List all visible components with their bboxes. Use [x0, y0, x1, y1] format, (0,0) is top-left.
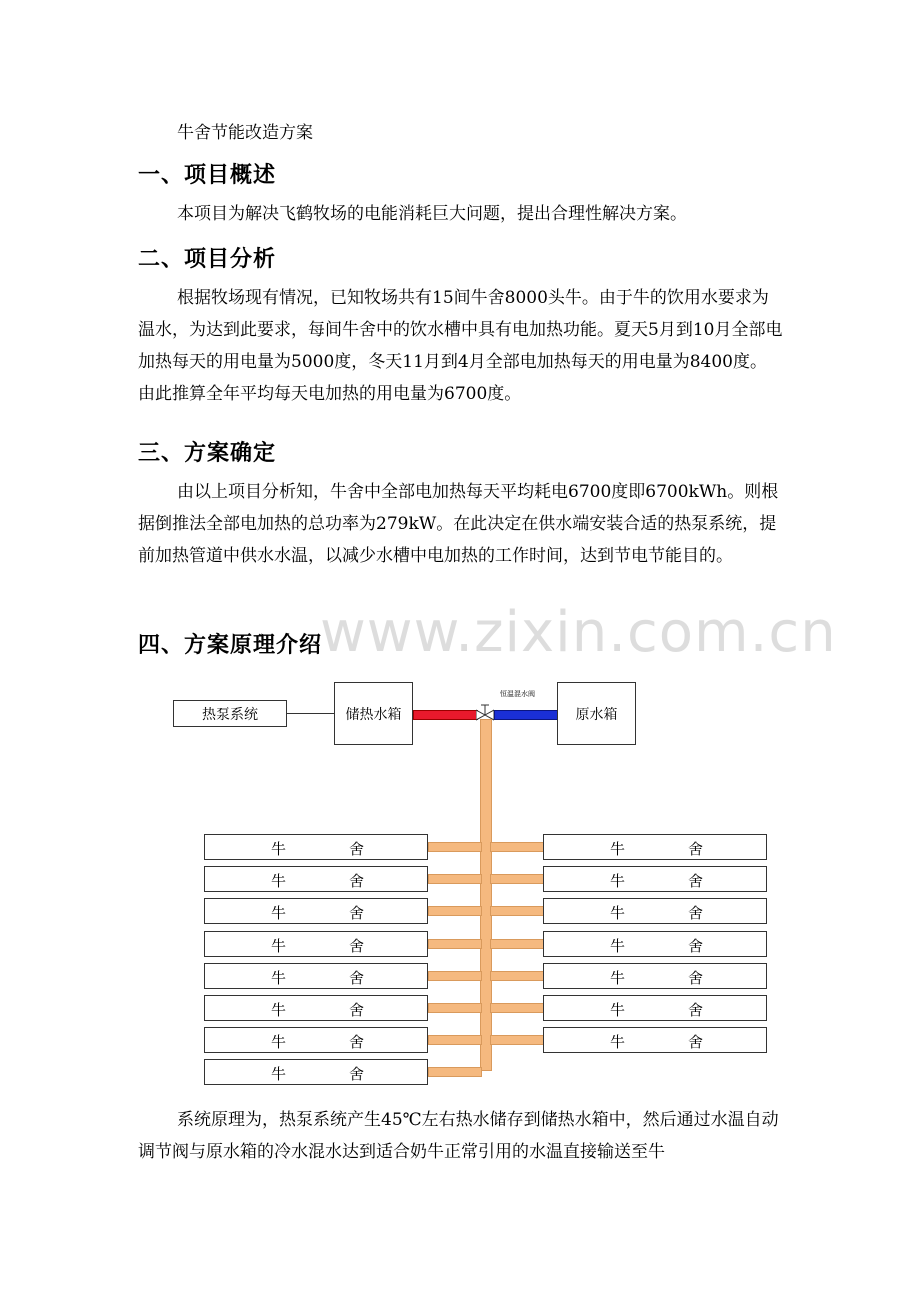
section-2-heading: 二、项目分析 [138, 247, 277, 272]
branch-pipe-left-4 [428, 939, 482, 949]
right-cow-shed-1 [543, 834, 767, 860]
branch-pipe-right-1 [490, 842, 544, 852]
shed-label-char: 舍 [349, 904, 365, 923]
shed-label-char: 牛 [610, 840, 626, 858]
shed-label-char: 舍 [688, 1001, 704, 1019]
left-cow-shed-1 [204, 834, 428, 860]
shed-label-char: 牛 [271, 1033, 287, 1052]
branch-pipe-left-7 [428, 1035, 482, 1045]
left-cow-shed-6 [204, 995, 428, 1021]
hot-water-pipe [413, 710, 478, 720]
shed-label-char: 舍 [349, 936, 365, 955]
left-cow-shed-2 [204, 866, 428, 892]
left-cow-shed-7 [204, 1027, 428, 1053]
shed-label-char: 牛 [271, 1065, 287, 1084]
section-3-text: 由以上项目分析知，牛舍中全部电加热每天平均耗电6700度即6700kWh。则根据倒推法全部电加热的总功率为279kW。在此决定在供水端安装合适的热泵系统，提前加热管道中供水水温，以减少水槽中电加热的工作时间，达到节电节能目的。 [138, 482, 779, 566]
left-cow-shed-5 [204, 963, 428, 989]
shed-label-char: 牛 [610, 872, 626, 891]
document-title: 牛舍节能改造方案 [177, 123, 313, 143]
shed-label-char: 牛 [610, 968, 626, 987]
section-3-heading: 三、方案确定 [138, 441, 277, 466]
branch-pipe-right-2 [490, 874, 544, 884]
shed-label-char: 牛 [271, 872, 287, 891]
hot-water-tank-box: 储热水箱 [334, 682, 413, 745]
branch-pipe-left-5 [428, 971, 482, 981]
shed-label-char: 牛 [610, 1001, 626, 1019]
left-cow-shed-8 [204, 1059, 428, 1085]
branch-pipe-left-6 [428, 1003, 482, 1013]
left-cow-shed-4 [204, 931, 428, 957]
left-cow-shed-3 [204, 898, 428, 924]
right-cow-shed-3 [543, 898, 767, 924]
branch-pipe-right-3 [490, 906, 544, 916]
right-cow-shed-6 [543, 995, 767, 1021]
section-4-text: 系统原理为，热泵系统产生45℃左右热水储存到储热水箱中，然后通过水温自动调节阀与原水箱的冷水混水达到适合奶牛正常引用的水温直接输送至牛 [138, 1110, 779, 1162]
branch-pipe-left-1 [428, 842, 482, 852]
section-2-text: 根据牧场现有情况，已知牧场共有15间牛舍8000头牛。由于牛的饮用水要求为温水，为达到此要求，每间牛舍中的饮水槽中具有电加热功能。夏天5月到10月全部电加热每天的用电量为5000度，冬天11月到4月全部电加热每天的用电量为8400度。由此推算全年平均每天电加热的用电量为6700度。 [138, 288, 783, 404]
valve-label: 恒温混水阀 [500, 690, 535, 698]
shed-label-char: 牛 [271, 840, 287, 858]
raw-water-tank-box: 原水箱 [557, 682, 636, 745]
section-1-text: 本项目为解决飞鹤牧场的电能消耗巨大问题，提出合理性解决方案。 [177, 204, 687, 224]
shed-label-char: 牛 [271, 1001, 287, 1019]
shed-label-char: 牛 [271, 968, 287, 987]
branch-pipe-left-2 [428, 874, 482, 884]
shed-label-char: 舍 [349, 1065, 365, 1084]
shed-label-char: 舍 [688, 968, 704, 987]
shed-label-char: 舍 [349, 840, 365, 858]
shed-label-char: 舍 [349, 872, 365, 891]
shed-label-char: 舍 [688, 872, 704, 891]
right-cow-shed-5 [543, 963, 767, 989]
main-supply-pipe [480, 719, 492, 1071]
shed-label-char: 舍 [349, 1001, 365, 1019]
shed-label-char: 舍 [349, 968, 365, 987]
right-cow-shed-4 [543, 931, 767, 957]
branch-pipe-right-5 [490, 971, 544, 981]
heat-pump-box: 热泵系统 [173, 700, 287, 727]
branch-pipe-right-6 [490, 1003, 544, 1013]
shed-label-char: 舍 [349, 1033, 365, 1052]
branch-pipe-right-7 [490, 1035, 544, 1045]
shed-label-char: 牛 [610, 1033, 626, 1052]
shed-label-char: 牛 [271, 936, 287, 955]
shed-label-char: 舍 [688, 936, 704, 955]
branch-pipe-left-3 [428, 906, 482, 916]
shed-label-char: 牛 [610, 936, 626, 955]
shed-label-char: 舍 [688, 840, 704, 858]
shed-label-char: 舍 [688, 904, 704, 923]
watermark: www.zixin.com.cn [320, 600, 837, 665]
right-cow-shed-7 [543, 1027, 767, 1053]
branch-pipe-right-4 [490, 939, 544, 949]
shed-label-char: 牛 [271, 904, 287, 923]
branch-pipe-left-8 [428, 1067, 482, 1077]
heat-pump-connector [287, 713, 335, 714]
shed-label-char: 舍 [688, 1033, 704, 1052]
right-cow-shed-2 [543, 866, 767, 892]
section-1-heading: 一、项目概述 [138, 163, 277, 188]
cold-water-pipe [494, 710, 559, 720]
section-4-heading: 四、方案原理介绍 [138, 633, 323, 658]
shed-label-char: 牛 [610, 904, 626, 923]
